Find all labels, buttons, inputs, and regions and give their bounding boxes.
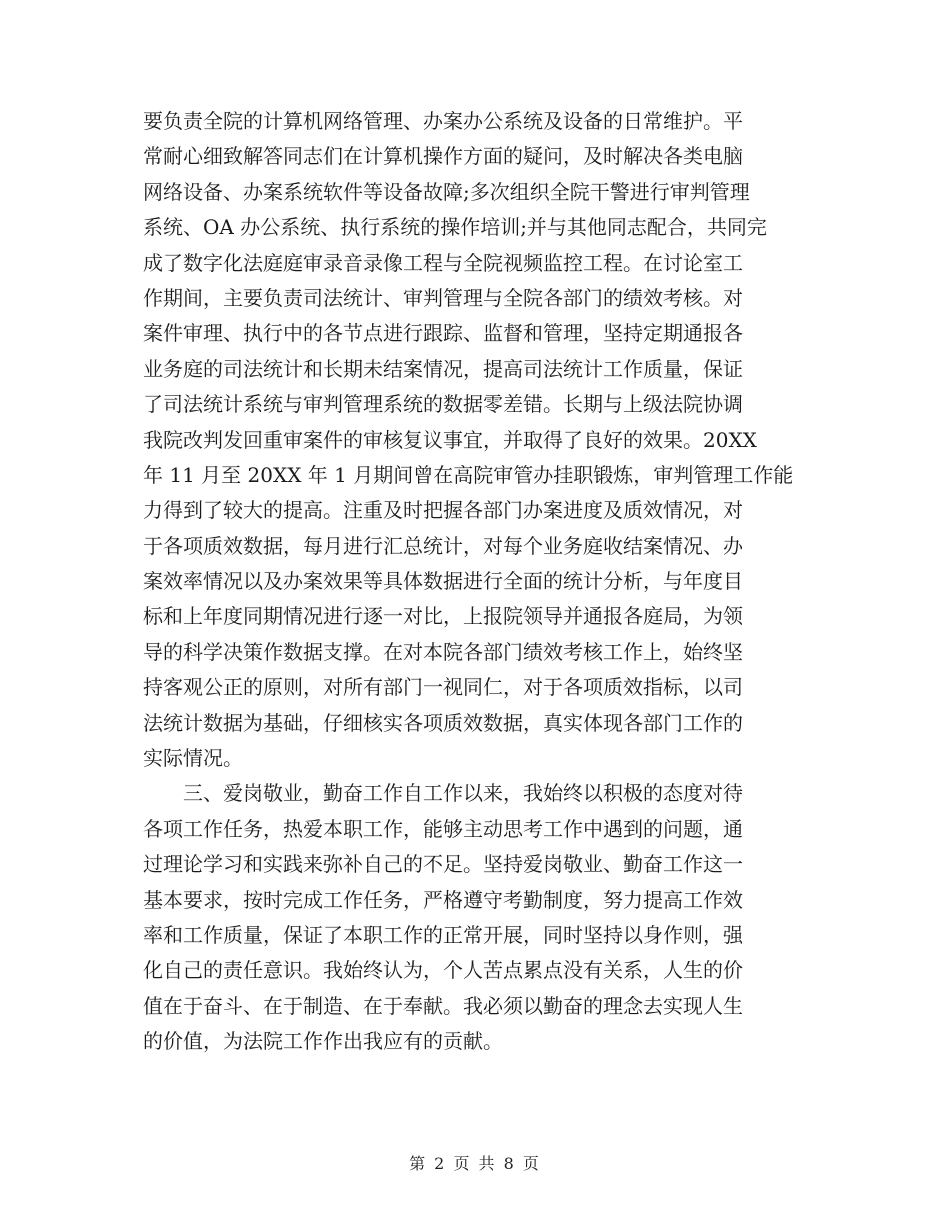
text-line: 系统、OA 办公系统、执行系统的操作培训;并与其他同志配合，共同完 [143, 215, 767, 240]
text-line: 标和上年度同期情况进行逐一对比，上报院领导并通报各庭局，为领 [143, 604, 743, 629]
text-line: 要负责全院的计算机网络管理、办案办公系统及设备的日常维护。平 [143, 109, 743, 133]
text-line: 率和工作质量，保证了本职工作的正常开展，同时坚持以身作则，强 [143, 922, 743, 947]
text-line: 作期间，主要负责司法统计、审判管理与全院各部门的绩效考核。对 [143, 285, 743, 310]
text-line: 法统计数据为基础，仔细核实各项质效数据，真实体现各部门工作的 [143, 710, 743, 735]
text-line: 持客观公正的原则，对所有部门一视同仁，对于各项质效指标，以司 [143, 675, 743, 700]
text-line: 案效率情况以及办案效果等具体数据进行全面的统计分析，与年度目 [143, 569, 743, 594]
paragraph-2 [143, 776, 813, 1059]
text-line: 实际情况。 [143, 746, 243, 771]
text-line: 我院改判发回重审案件的审核复议事宜，并取得了良好的效果。20XX [143, 427, 757, 452]
text-line: 的价值，为法院工作作出我应有的贡献。 [143, 1029, 503, 1054]
text-line: 化自己的责任意识。我始终认为，个人苦点累点没有关系，人生的价 [143, 958, 743, 983]
text-line: 三、爱岗敬业，勤奋工作自工作以来，我始终以积极的态度对待 [143, 781, 743, 806]
text-line: 导的科学决策作数据支撑。在对本院各部门绩效考核工作上，始终坚 [143, 639, 743, 664]
page-number-footer: 第 2 页 共 8 页 [409, 1154, 541, 1173]
text-line: 成了数字化法庭庭审录音录像工程与全院视频监控工程。在讨论室工 [143, 250, 743, 275]
text-line: 基本要求，按时完成工作任务，严格遵守考勤制度，努力提高工作效 [143, 887, 743, 912]
text-line: 了司法统计系统与审判管理系统的数据零差错。长期与上级法院协调 [143, 392, 743, 417]
text-line: 常耐心细致解答同志们在计算机操作方面的疑问，及时解决各类电脑 [143, 144, 743, 169]
text-line: 力得到了较大的提高。注重及时把握各部门办案进度及质效情况，对 [143, 498, 743, 523]
text-line: 业务庭的司法统计和长期未结案情况，提高司法统计工作质量，保证 [143, 356, 743, 381]
text-line: 各项工作任务，热爱本职工作，能够主动思考工作中遇到的问题，通 [143, 816, 743, 841]
document-body [143, 104, 813, 1060]
text-line: 于各项质效数据，每月进行汇总统计，对每个业务庭收结案情况、办 [143, 533, 743, 558]
paragraph-1 [143, 104, 813, 776]
text-line: 值在于奋斗、在于制造、在于奉献。我必须以勤奋的理念去实现人生 [143, 993, 743, 1018]
text-line: 过理论学习和实践来弥补自己的不足。坚持爱岗敬业、勤奋工作这一 [143, 852, 743, 877]
text-line: 网络设备、办案系统软件等设备故障;多次组织全院干警进行审判管理 [143, 179, 750, 204]
text-line: 年 11 月至 20XX 年 1 月期间曾在高院审管办挂职锻炼，审判管理工作能 [143, 462, 794, 487]
text-line: 案件审理、执行中的各节点进行跟踪、监督和管理，坚持定期通报各 [143, 321, 743, 346]
